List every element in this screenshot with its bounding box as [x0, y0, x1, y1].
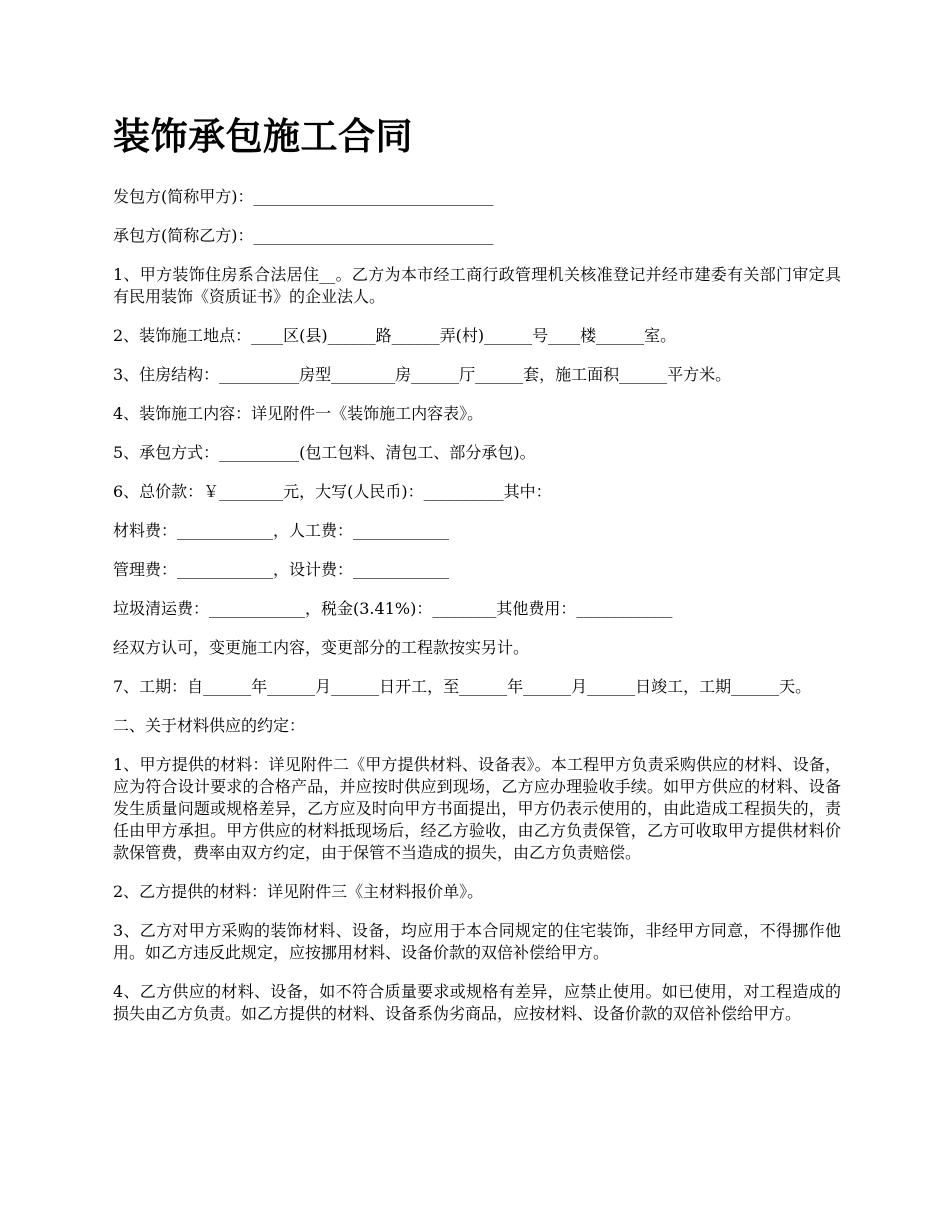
material-clause-2: 2、乙方提供的材料：详见附件三《主材料报价单》。: [113, 882, 484, 901]
clause-3-structure: 3、住房结构：__________房型________房______厅______套，施工面积______平方米。: [113, 365, 732, 384]
fee-line-materials-labor: 材料费：____________，人工费：____________: [113, 521, 450, 540]
material-clause-4: 4、乙方供应的材料、设备，如不符合质量要求或规格有差异，应禁止使用。如已使用，对工程造成的损失由乙方负责。如乙方提供的材料、设备系伪劣商品，应按材料、设备价款的双倍补偿给甲方。: [113, 982, 841, 1023]
clause-1-residence: 1、甲方装饰住房系合法居住__。乙方为本市经工商行政管理机关核准登记并经市建委有关部门审定具有民用装饰《资质证书》的企业法人。: [113, 265, 841, 306]
clause-7-schedule: 7、工期：自______年______月______日开工，至______年______月______日竣工，工期______天。: [113, 677, 812, 696]
party-a-line: 发包方(简称甲方)：______________________________: [113, 187, 494, 206]
section-2-heading: 二、关于材料供应的约定：: [113, 716, 306, 735]
clause-5-method: 5、承包方式：__________(包工包料、清包工、部分承包)。: [113, 443, 536, 462]
change-note: 经双方认可，变更施工内容，变更部分的工程款按实另计。: [113, 638, 530, 657]
clause-2-location: 2、装饰施工地点：____区(县)______路______弄(村)______号____楼______室。: [113, 326, 677, 345]
material-clause-1: 1、甲方提供的材料：详见附件二《甲方提供材料、设备表》。本工程甲方负责采购供应的材料、设备，应为符合设计要求的合格产品，并应按时供应到现场，乙方应办理验收手续。如甲方供应的材料、设备发生质量问题或规格差异，乙方应及时向甲方书面提出，甲方仍表示使用的，由此造成工程损失的，责任由甲方承担。甲方供应的材料抵现场后，经乙方验收，由乙方负责保管，乙方可收取甲方提供材料价款保管费，费率由双方约定，由于保管不当造成的损失，由乙方负责赔偿。: [113, 755, 841, 862]
material-clause-3: 3、乙方对甲方采购的装饰材料、设备，均应用于本合同规定的住宅装饰，非经甲方同意，不得挪作他用。如乙方违反此规定，应按挪用材料、设备价款的双倍补偿给甲方。: [113, 921, 841, 962]
party-b-line: 承包方(简称乙方)：______________________________: [113, 226, 494, 245]
document-title: 装饰承包施工合同: [113, 114, 413, 158]
contract-document: [113, 112, 841, 1042]
fee-line-cleanup-tax-other: 垃圾清运费：____________，税金(3.41%)：________其他费用：____________: [113, 599, 673, 618]
fee-line-management-design: 管理费：____________，设计费：____________: [113, 560, 450, 579]
clause-4-content: 4、装饰施工内容：详见附件一《装饰施工内容表》。: [113, 404, 484, 423]
clause-6-total-price: 6、总价款：￥________元，大写(人民币)：__________其中：: [113, 482, 552, 501]
